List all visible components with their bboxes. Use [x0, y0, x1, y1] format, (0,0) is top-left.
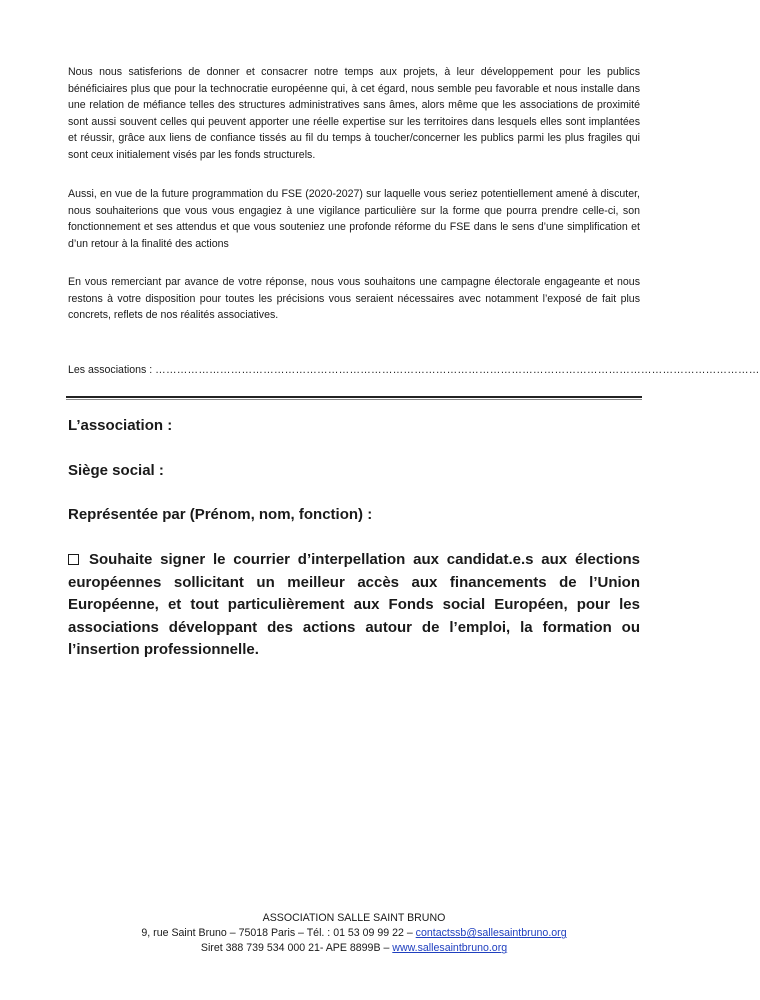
body-paragraph-2: Aussi, en vue de la future programmation du FSE (2020-2027) sur laquelle vous seriez potentiellement amené à discuter, nous souhaiterions que vous vous engagiez à une vigilance particulière sur la forme que pourra prendre celle-ci, son fonctionnement et ses attendus et que vous souteniez une profonde réforme du FSE dans le sens d’une simplification et d’un retour à la finalité des actions	[68, 188, 640, 250]
footer	[0, 911, 708, 957]
signatories-label: Les associations :	[68, 364, 156, 376]
represented-by-field-label: Représentée par (Prénom, nom, fonction) :	[68, 506, 373, 523]
signatories-line	[68, 363, 760, 377]
footer-email-link[interactable]: contactssb@sallesaintbruno.org	[415, 927, 567, 940]
body-paragraph-3: En vous remerciant par avance de votre réponse, nous vous souhaitons une campagne électorale engageante et nous restons à votre disposition pour toutes les précisions vous seraient nécessaires avec notamment l’exposé de fait plus concrets, reflets de nos réalités associatives.	[68, 276, 640, 322]
footer-website-link[interactable]: www.sallesaintbruno.org	[392, 942, 508, 955]
footer-org-name: ASSOCIATION SALLE SAINT BRUNO	[262, 912, 446, 924]
footer-address: 9, rue Saint Bruno – 75018 Paris – Tél. : 01 53 09 99 22 –	[141, 927, 416, 940]
signatories-dotted-blank[interactable]: ……………………………………………………………………………………………………………………………………………………	[155, 364, 760, 376]
footer-siret-line	[0, 941, 708, 956]
association-field-label: L’association :	[68, 417, 173, 434]
section-divider-shadow	[66, 399, 642, 400]
consent-statement	[68, 549, 640, 662]
consent-checkbox[interactable]	[68, 554, 79, 565]
footer-address-line	[0, 926, 708, 941]
body-paragraph-1: Nous nous satisferions de donner et consacrer notre temps aux projets, à leur développement pour les publics bénéficiaires plus que pour la technocratie européenne qui, à cet égard, nous semble peu favorable et nous installe dans une relation de méfiance telles des structures administratives sans âmes, alors même que les associations de proximité sont aussi souvent celles qui peuvent apporter une réelle expertise sur les territoires dans lesquels elles sont implantées et réussir, grâce aux liens de confiance tissés au fil du temps à toucher/concerner les publics parmi les plus fragiles qui sont ceux initialement visés par les fonds structurels.	[68, 66, 640, 161]
consent-text: Souhaite signer le courrier d’interpellation aux candidat.e.s aux élections européennes sollicitant un meilleur accès aux financements de l’Union Européenne, et tout particulièrement aux Fonds social Européen, pour les associations développant des actions autour de l’emploi, la formation ou l’insertion professionnelle.	[68, 551, 640, 659]
section-divider	[66, 396, 642, 398]
siege-social-field-label: Siège social :	[68, 462, 164, 479]
footer-siret: Siret 388 739 534 000 21- APE 8899B –	[200, 942, 393, 955]
